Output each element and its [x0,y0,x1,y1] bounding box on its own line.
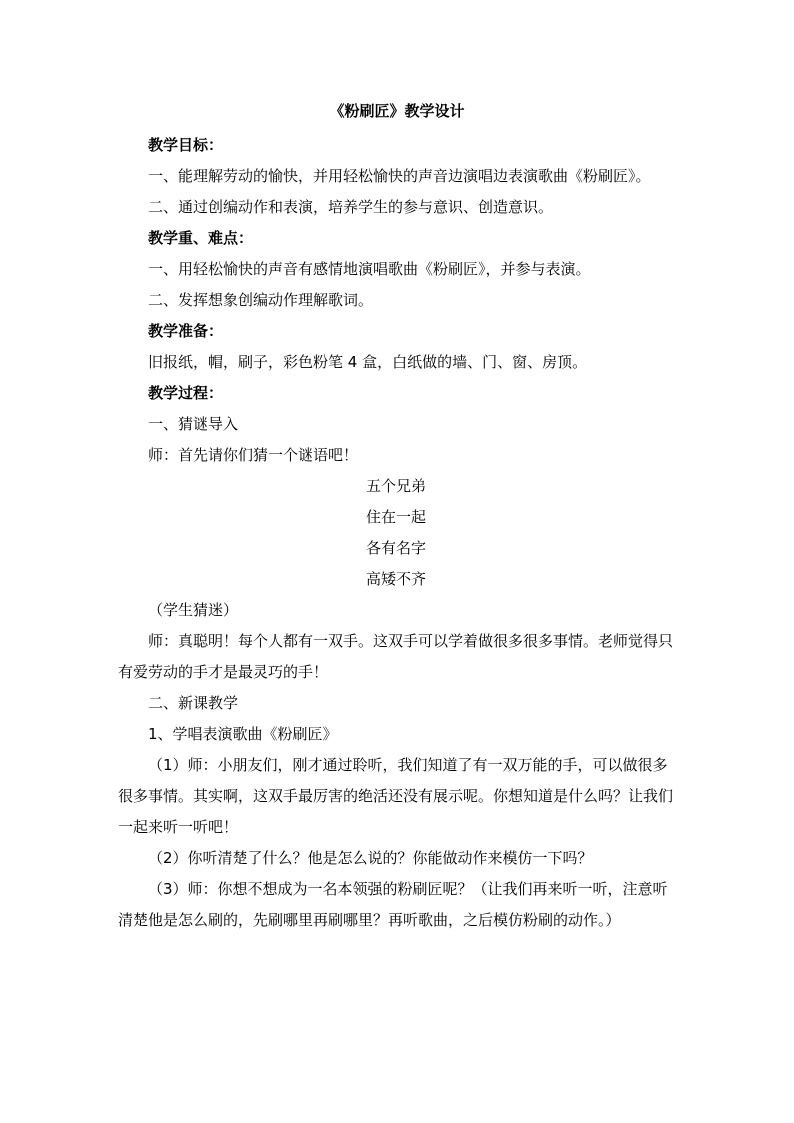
goal-item: 二、通过创编动作和表演，培养学生的参与意识、创造意识。 [148,198,554,216]
key-point: 一、用轻松愉快的声音有感情地演唱歌曲《粉刷匠》，并参与表演。 [148,260,591,278]
process-heading: 教学过程： [148,384,224,402]
subsection-heading: 1、学唱表演歌曲《粉刷匠》 [148,725,338,743]
riddle-line: 各有名字 [366,539,427,557]
riddle-line: 高矮不齐 [366,570,427,588]
document-body [118,130,680,936]
key-point: 二、发挥想象创编动作理解歌词。 [148,291,374,309]
prep-text: 旧报纸，帽，刷子，彩色粉笔 4 盒，白纸做的墙、门、窗、房顶。 [148,353,588,371]
prep-heading: 教学准备： [148,322,224,340]
section-heading: 二、新课教学 [148,694,239,712]
document-title: 《粉刷匠》教学设计 [329,102,465,120]
student-guess: （学生猜迷） [148,601,239,619]
goals-heading: 教学目标： [148,136,224,154]
section-heading: 一、猜谜导入 [148,415,239,433]
riddle-line: 住在一起 [366,508,427,526]
riddle-line: 五个兄弟 [366,477,427,495]
teacher-praise: 师：真聪明！每个人都有一双手。这双手可以学着做很多很多事情。老师觉得只有爱劳动的手才是最灵巧的手！ [118,632,674,681]
key-heading: 教学重、难点： [148,229,254,247]
goal-item: 一、能理解劳动的愉快，并用轻松愉快的声音边演唱边表演歌曲《粉刷匠》。 [148,167,651,185]
teacher-intro: 师：首先请你们猜一个谜语吧！ [148,446,359,464]
step-paragraph: （1）师：小朋友们，刚才通过聆听，我们知道了有一双万能的手，可以做很多很多事情。其实啊，这双手最厉害的绝活还没有展示呢。你想知道是什么吗？让我们一起来听一听吧！ [118,756,674,836]
step-paragraph: （2）你听清楚了什么？他是怎么说的？你能做动作来模仿一下吗？ [148,849,593,867]
step-paragraph: （3）师：你想不想成为一名本领强的粉刷匠呢？（让我们再来听一听，注意听清楚他是怎么刷的，先刷哪里再刷哪里？再听歌曲，之后模仿粉刷的动作。） [118,880,668,929]
